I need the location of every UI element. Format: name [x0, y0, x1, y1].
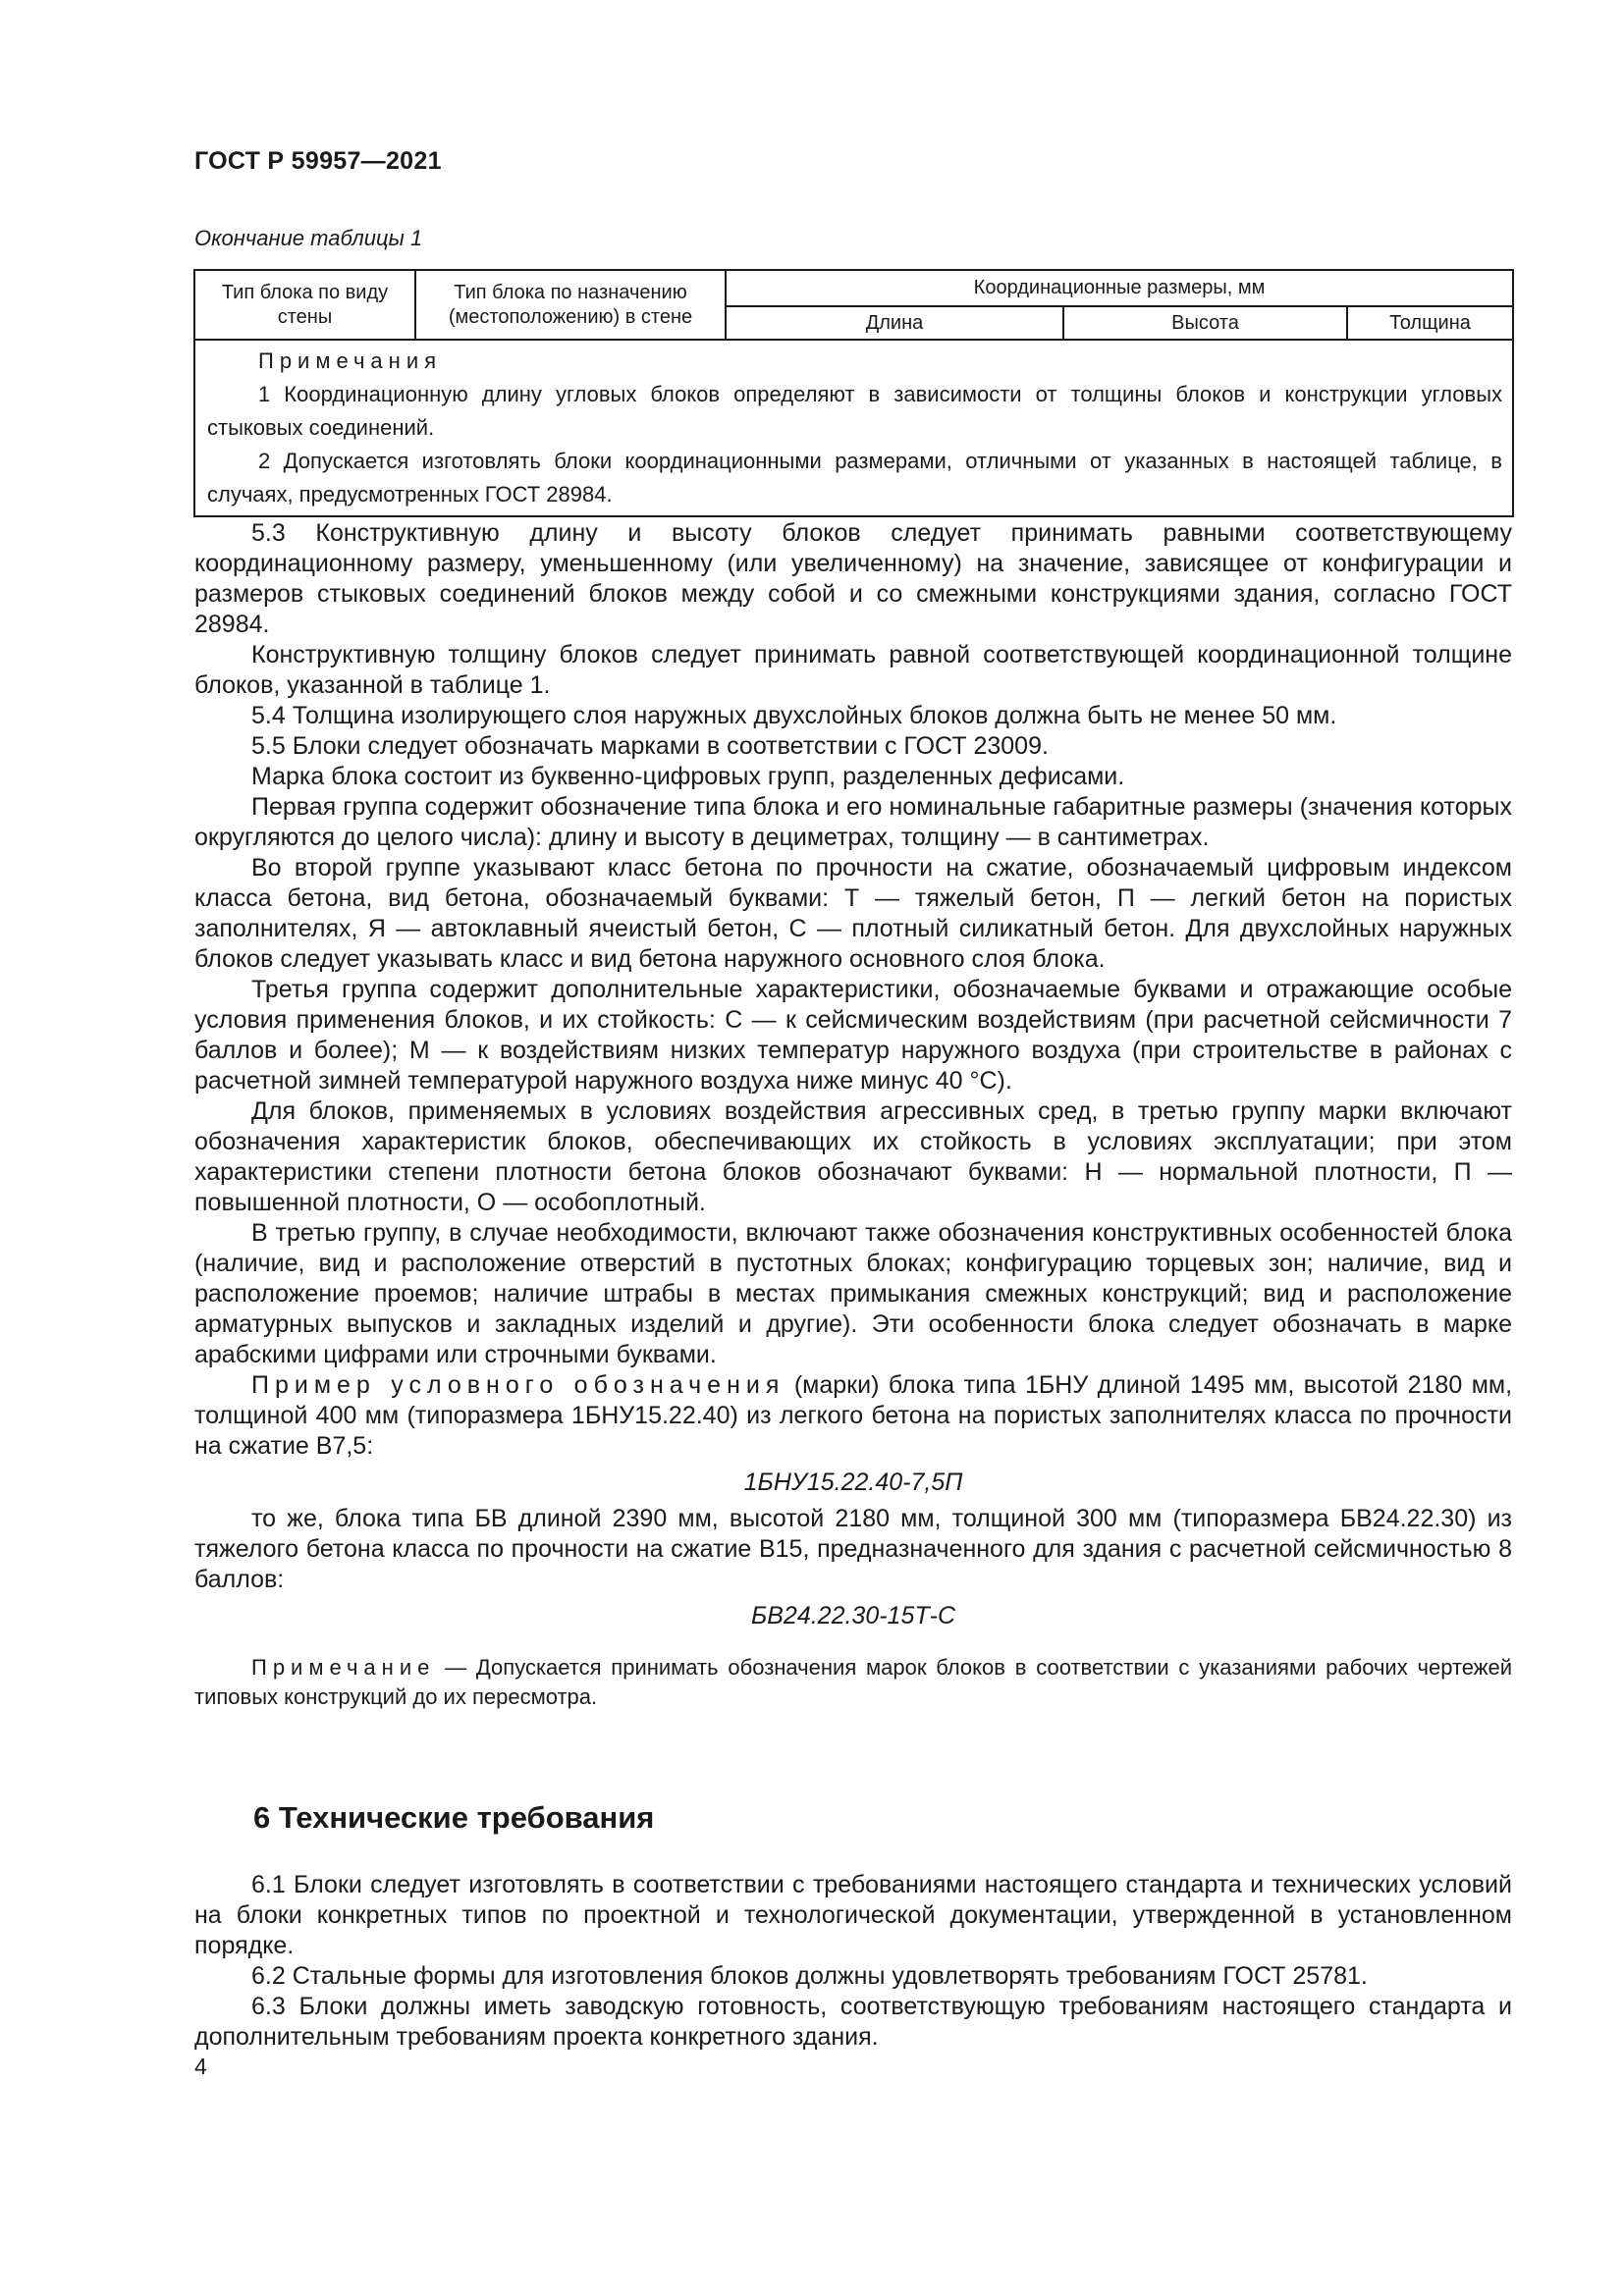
paragraph: Для блоков, применяемых в условиях воздействия агрессивных сред, в третью группу марки включают обозначения характеристик блоков, обеспечивающих их стойкость в условиях эксплуатации; при этом характеристики степени плотности бетона блоков обозначают буквами: Н — нормальной плотности, П — повышенной плотности, О — особоплотный.: [194, 1097, 1512, 1216]
paragraph: В третью группу, в случае необходимости, включают также обозначения конструктивных особенностей блока (наличие, вид и расположение отверстий в пустотных блоках; конфигурацию торцевых зон; наличие, вид и расположение проемов; наличие штрабы в местах примыкания смежных конструкций; вид и расположение арматурных выпусков и закладных изделий и другие). Эти особенности блока следует обозначать в марке арабскими цифрами или строчными буквами.: [194, 1219, 1512, 1368]
table-1-end: [193, 269, 1514, 517]
paragraph-6-3: 6.3 Блоки должны иметь заводскую готовность, соответствующую требованиям настоящего стандарта и дополнительным требованиям проекта конкретного здания.: [194, 1993, 1512, 2051]
paragraph-5-4: 5.4 Толщина изолирующего слоя наружных двухслойных блоков должна быть не менее 50 мм.: [251, 702, 1337, 729]
note-paragraph: [194, 1653, 1512, 1712]
paragraph: Третья группа содержит дополнительные характеристики, обозначаемые буквами и отражающие особые условия применения блоков, и их стойкость: С — к сейсмическим воздействиям (при расчетной сейсмичности 7 баллов и более); М — к воздействиям низких температур наружного воздуха (при строительстве в районах с расчетной зимней температурой наружного воздуха ниже минус 40 °С).: [194, 976, 1512, 1095]
col-header-length: Длина: [726, 306, 1063, 340]
paragraph: Первая группа содержит обозначение типа блока и его номинальные габаритные размеры (значения которых округляются до целого числа): длину и высоту в дециметрах, толщину — в сантиметрах.: [194, 793, 1512, 851]
note-text: — Допускается принимать обозначения марок блоков в соответствии с указаниями рабочих чертежей типовых конструкций до их пересмотра.: [194, 1655, 1512, 1709]
example-text: (марки) блока типа 1БНУ длиной 1495 мм, высотой 2180 мм, толщиной 400 мм (типоразмера 1БНУ15.22.40) из легкого бетона на пористых заполнителях класса по прочности на сжатие В7,5:: [194, 1371, 1513, 1460]
col-header-height: Высота: [1063, 306, 1347, 340]
example-mark-1: 1БНУ15.22.40-7,5П: [743, 1468, 963, 1496]
paragraph-6-2: 6.2 Стальные формы для изготовления блоков должны удовлетворять требованиям ГОСТ 25781.: [251, 1962, 1368, 1990]
example-mark-2: БВ24.22.30-15Т-С: [750, 1602, 956, 1629]
table-continuation-caption: Окончание таблицы 1: [194, 226, 423, 250]
example-label: Пример условного обозначения: [251, 1371, 785, 1399]
note-label: Примечание: [251, 1655, 436, 1680]
note-1: 1 Координационную длину угловых блоков определяют в зависимости от толщины блоков и конструкции угловых стыковых соединений.: [207, 382, 1502, 440]
col-header-coord-sizes: Координационные размеры, мм: [726, 270, 1513, 306]
example-paragraph-2: то же, блока типа БВ длиной 2390 мм, высотой 2180 мм, толщиной 300 мм (типоразмера БВ24.22.30) из тяжелого бетона класса по прочности на сжатие В15, предназначенного для здания с расчетной сейсмичностью 8 баллов:: [194, 1505, 1512, 1593]
example-paragraph: [194, 1370, 1512, 1462]
col-header-purpose-type: Тип блока по назначению (местоположению) в стене: [415, 270, 726, 340]
paragraph-6-1: 6.1 Блоки следует изготовлять в соответствии с требованиями настоящего стандарта и технических условий на блоки конкретных типов по проектной и технологической документации, утвержденной в установленном порядке.: [194, 1871, 1512, 1959]
section-6-heading: 6 Технические требования: [253, 1800, 655, 1835]
body-text: [194, 518, 1512, 1712]
paragraph-5-5: 5.5 Блоки следует обозначать марками в соответствии с ГОСТ 23009.: [251, 732, 1049, 760]
col-header-wall-type: Тип блока по виду стены: [194, 270, 415, 340]
page-number: 4: [194, 2054, 207, 2079]
paragraph: Марка блока состоит из буквенно-цифровых групп, разделенных дефисами.: [251, 763, 1125, 790]
table-notes: [194, 340, 1513, 516]
paragraph: Конструктивную толщину блоков следует принимать равной соответствующей координационной толщине блоков, указанной в таблице 1.: [194, 641, 1512, 699]
paragraph-5-3: 5.3 Конструктивную длину и высоту блоков следует принимать равными соответствующему координационному размеру, уменьшенному (или увеличенному) на значение, зависящее от конфигурации и размеров стыковых соединений блоков между собой и со смежными конструкциями здания, согласно ГОСТ 28984.: [194, 519, 1512, 638]
col-header-thickness: Толщина: [1347, 306, 1513, 340]
note-2: 2 Допускается изготовлять блоки координационными размерами, отличными от указанных в настоящей таблице, в случаях, предусмотренных ГОСТ 28984.: [207, 449, 1502, 507]
section-6-text: [194, 1870, 1512, 2053]
notes-title: Примечания: [258, 348, 443, 373]
paragraph: Во второй группе указывают класс бетона по прочности на сжатие, обозначаемый цифровым индексом класса бетона, вид бетона, обозначаемый буквами: Т — тяжелый бетон, П — легкий бетон на пористых заполнителях, Я — автоклавный ячеистый бетон, С — плотный силикатный бетон. Для двухслойных наружных блоков следует указывать класс и вид бетона наружного основного слоя блока.: [194, 854, 1512, 973]
standard-header: ГОСТ Р 59957—2021: [194, 147, 442, 175]
